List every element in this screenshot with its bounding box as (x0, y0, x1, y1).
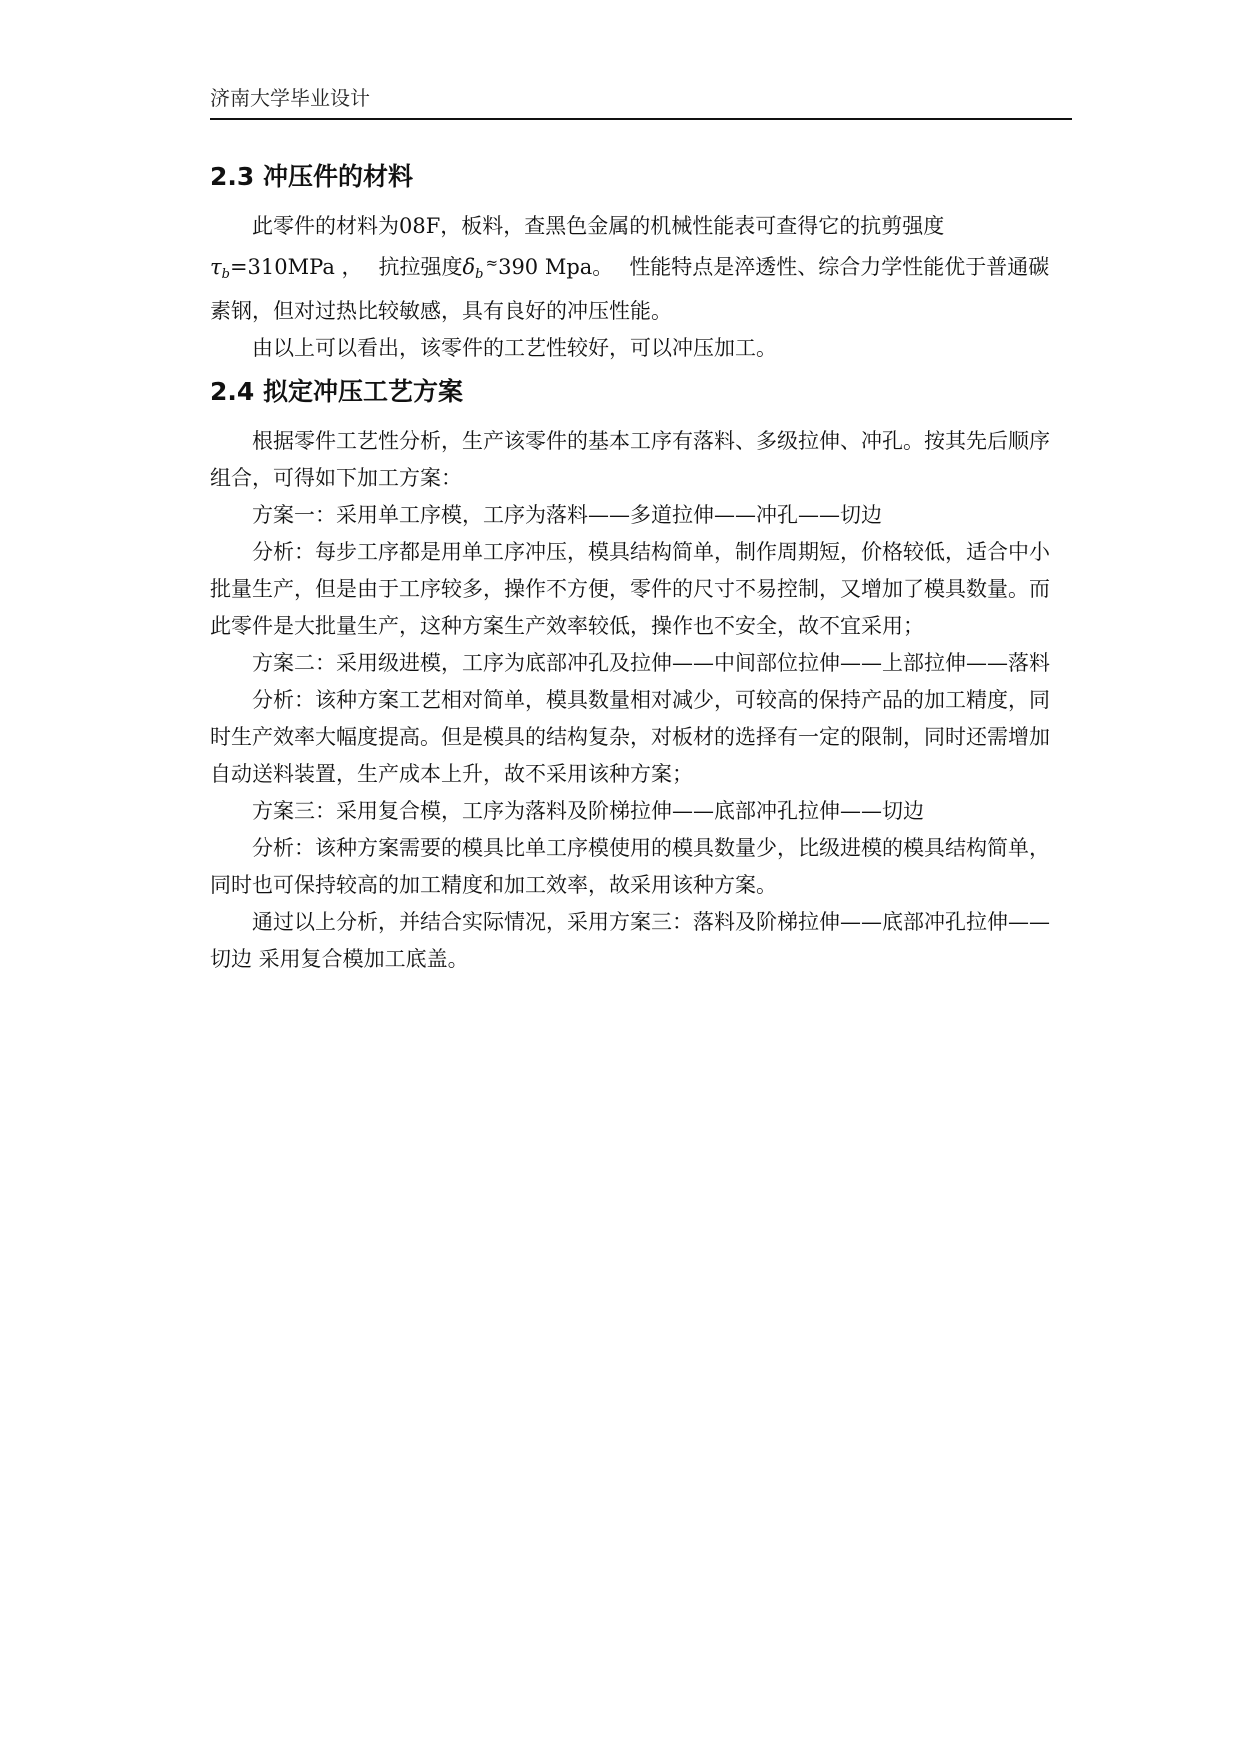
delta-value: 390 Mpa。 (498, 255, 614, 279)
material-text-part1: 此零件的材料为08F，板料，查黑色金属的机械性能表可查得它的抗剪强度 (252, 214, 945, 238)
plan-two-paragraph: 方案二：采用级进模，工序为底部冲孔及拉伸——中间部位拉伸——上部拉伸——落料 (252, 651, 1050, 675)
plan-three-paragraph: 方案三：采用复合模，工序为落料及阶梯拉伸——底部冲孔拉伸——切边 (252, 799, 924, 823)
plan-one-paragraph: 方案一：采用单工序模，工序为落料——多道拉伸——冲孔——切边 (252, 503, 882, 527)
tau-value: =310MPa ， (229, 255, 363, 279)
plan-one-analysis-paragraph: 分析：每步工序都是用单工序冲压，模具结构简单，制作周期短，价格较低，适合中小批量生产，但是由于工序较多，操作不方便，零件的尺寸不易控制，又增加了模具数量。而此零件是大批量生产，这种方案生产效率较低，操作也不安全，故不宜采用； (210, 540, 1050, 638)
document-body (210, 160, 1070, 978)
delta-subscript: b (475, 267, 484, 282)
strength-formula-line (210, 245, 1070, 330)
approx-symbol: ≈ (485, 254, 499, 272)
process-paragraph: 根据零件工艺性分析，生产该零件的基本工序有落料、多级拉伸、冲孔。按其先后顺序组合，可得如下加工方案： (210, 429, 1050, 490)
header-title: 济南大学毕业设计 (210, 86, 370, 110)
conclusion-paragraph: 由以上可以看出，该零件的工艺性较好，可以冲压加工。 (252, 336, 777, 360)
tau-subscript: b (221, 267, 230, 282)
plan-two-analysis-paragraph: 分析：该种方案工艺相对简单，模具数量相对减少，可较高的保持产品的加工精度，同时生产效率大幅度提高。但是模具的结构复杂，对板材的选择有一定的限制，同时还需增加自动送料装置，生产成本上升，故不采用该种方案； (210, 688, 1050, 786)
plan-three-analysis-paragraph: 分析：该种方案需要的模具比单工序模使用的模具数量少，比级进模的模具结构简单，同时也可保持较高的加工精度和加工效率，故采用该种方案。 (210, 836, 1050, 897)
delta-symbol: δ (462, 255, 476, 279)
tau-symbol: τ (210, 255, 222, 279)
tensile-label: 抗拉强度 (378, 255, 463, 279)
final-decision-paragraph: 通过以上分析，并结合实际情况，采用方案三：落料及阶梯拉伸——底部冲孔拉伸——切边 采用复合模加工底盖。 (210, 910, 1050, 971)
page-header (210, 86, 1072, 120)
material-paragraph (210, 208, 1070, 245)
material-text-part2: 性能特点是淬透性、综合力学性能优于普通碳素钢，但对过热比较敏感，具有良好的冲压性能。 (210, 255, 1050, 323)
section-heading-2-3: 2.3 冲压件的材料 (210, 162, 413, 191)
section-heading-2-4: 2.4 拟定冲压工艺方案 (210, 377, 463, 406)
